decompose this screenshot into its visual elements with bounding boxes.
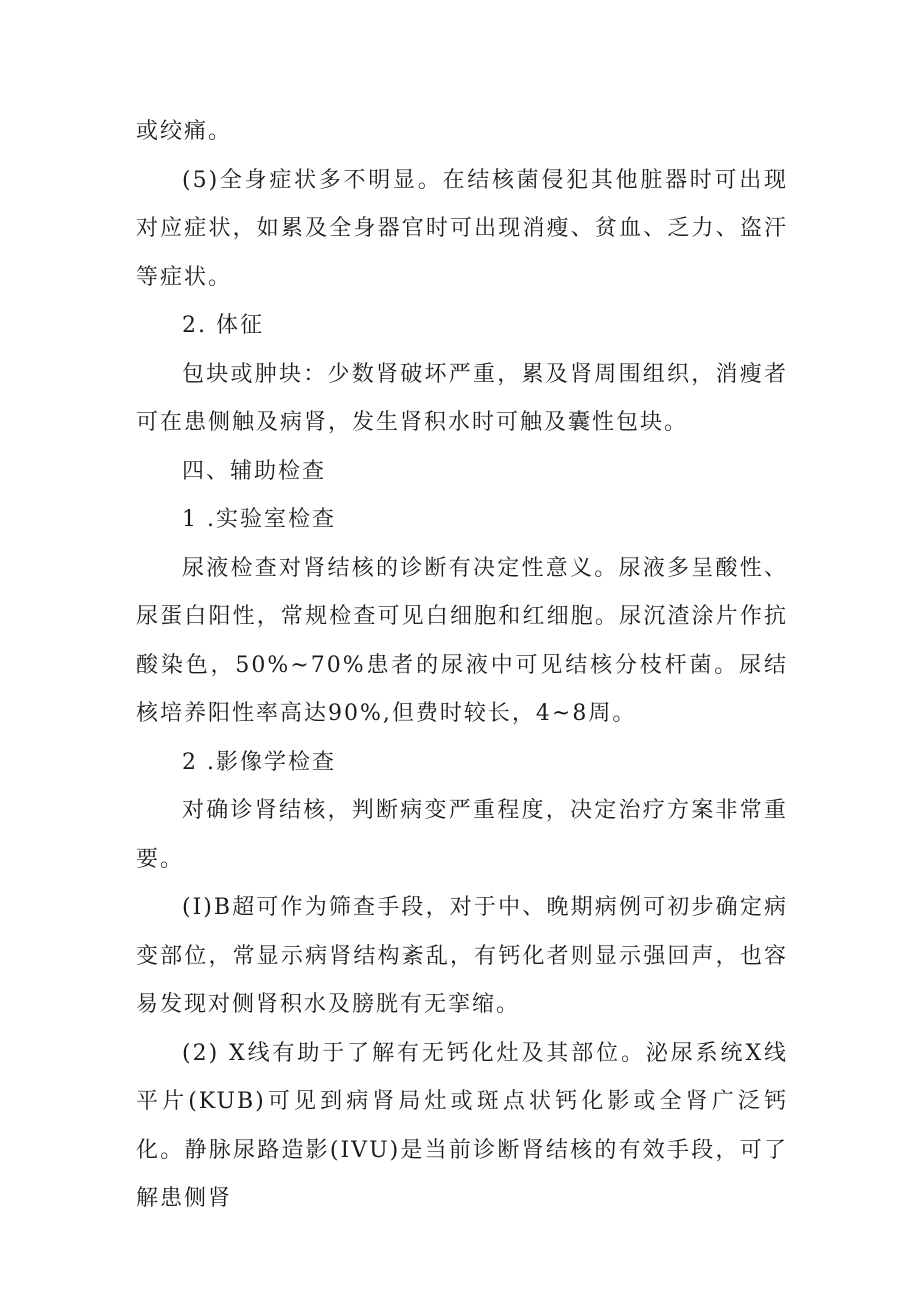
paragraph-systemic-symptoms: (5)全身症状多不明显。在结核菌侵犯其他脏器时可出现对应症状，如累及全身器官时可出现消瘦、贫血、乏力、盗汗等症状。: [136, 167, 788, 290]
paragraph-imaging-intro: 对确诊肾结核，判断病变严重程度，决定治疗方案非常重要。: [136, 798, 788, 872]
paragraph-mass: 包块或肿块：少数肾破坏严重，累及肾周围组织，消瘦者可在患侧触及病肾，发生肾积水时可触及囊性包块。: [136, 361, 788, 435]
document-body: [136, 108, 788, 1224]
section-heading-imaging: 2 .影像学检查: [182, 749, 336, 775]
paragraph-xray: (2) X线有助于了解有无钙化灶及其部位。泌尿系统X线平片(KUB)可见到病肾局灶或斑点状钙化影或全肾广泛钙化。静脉尿路造影(IVU)是当前诊断肾结核的有效手段，可了解患侧肾: [136, 1040, 788, 1211]
section-heading-lab-exam: 1 .实验室检查: [182, 507, 336, 532]
paragraph-urine-test: 尿液检查对肾结核的诊断有决定性意义。尿液多呈酸性、尿蛋白阳性，常规检查可见白细胞和红细胞。尿沉渣涂片作抗酸染色，50%~70%患者的尿液中可见结核分枝杆菌。尿结核培养阳性率高达90%,但费时较长，4~8周。: [136, 555, 788, 726]
paragraph-ultrasound: (I)B超可作为筛查手段，对于中、晚期病例可初步确定病变部位，常显示病肾结构紊乱，有钙化者则显示强回声，也容易发现对侧肾积水及膀胱有无挛缩。: [136, 895, 788, 1017]
paragraph-continuation: 或绞痛。: [136, 119, 233, 144]
section-heading-signs: 2. 体征: [182, 313, 264, 338]
section-heading-auxiliary-exams: 四、辅助检查: [182, 458, 327, 484]
